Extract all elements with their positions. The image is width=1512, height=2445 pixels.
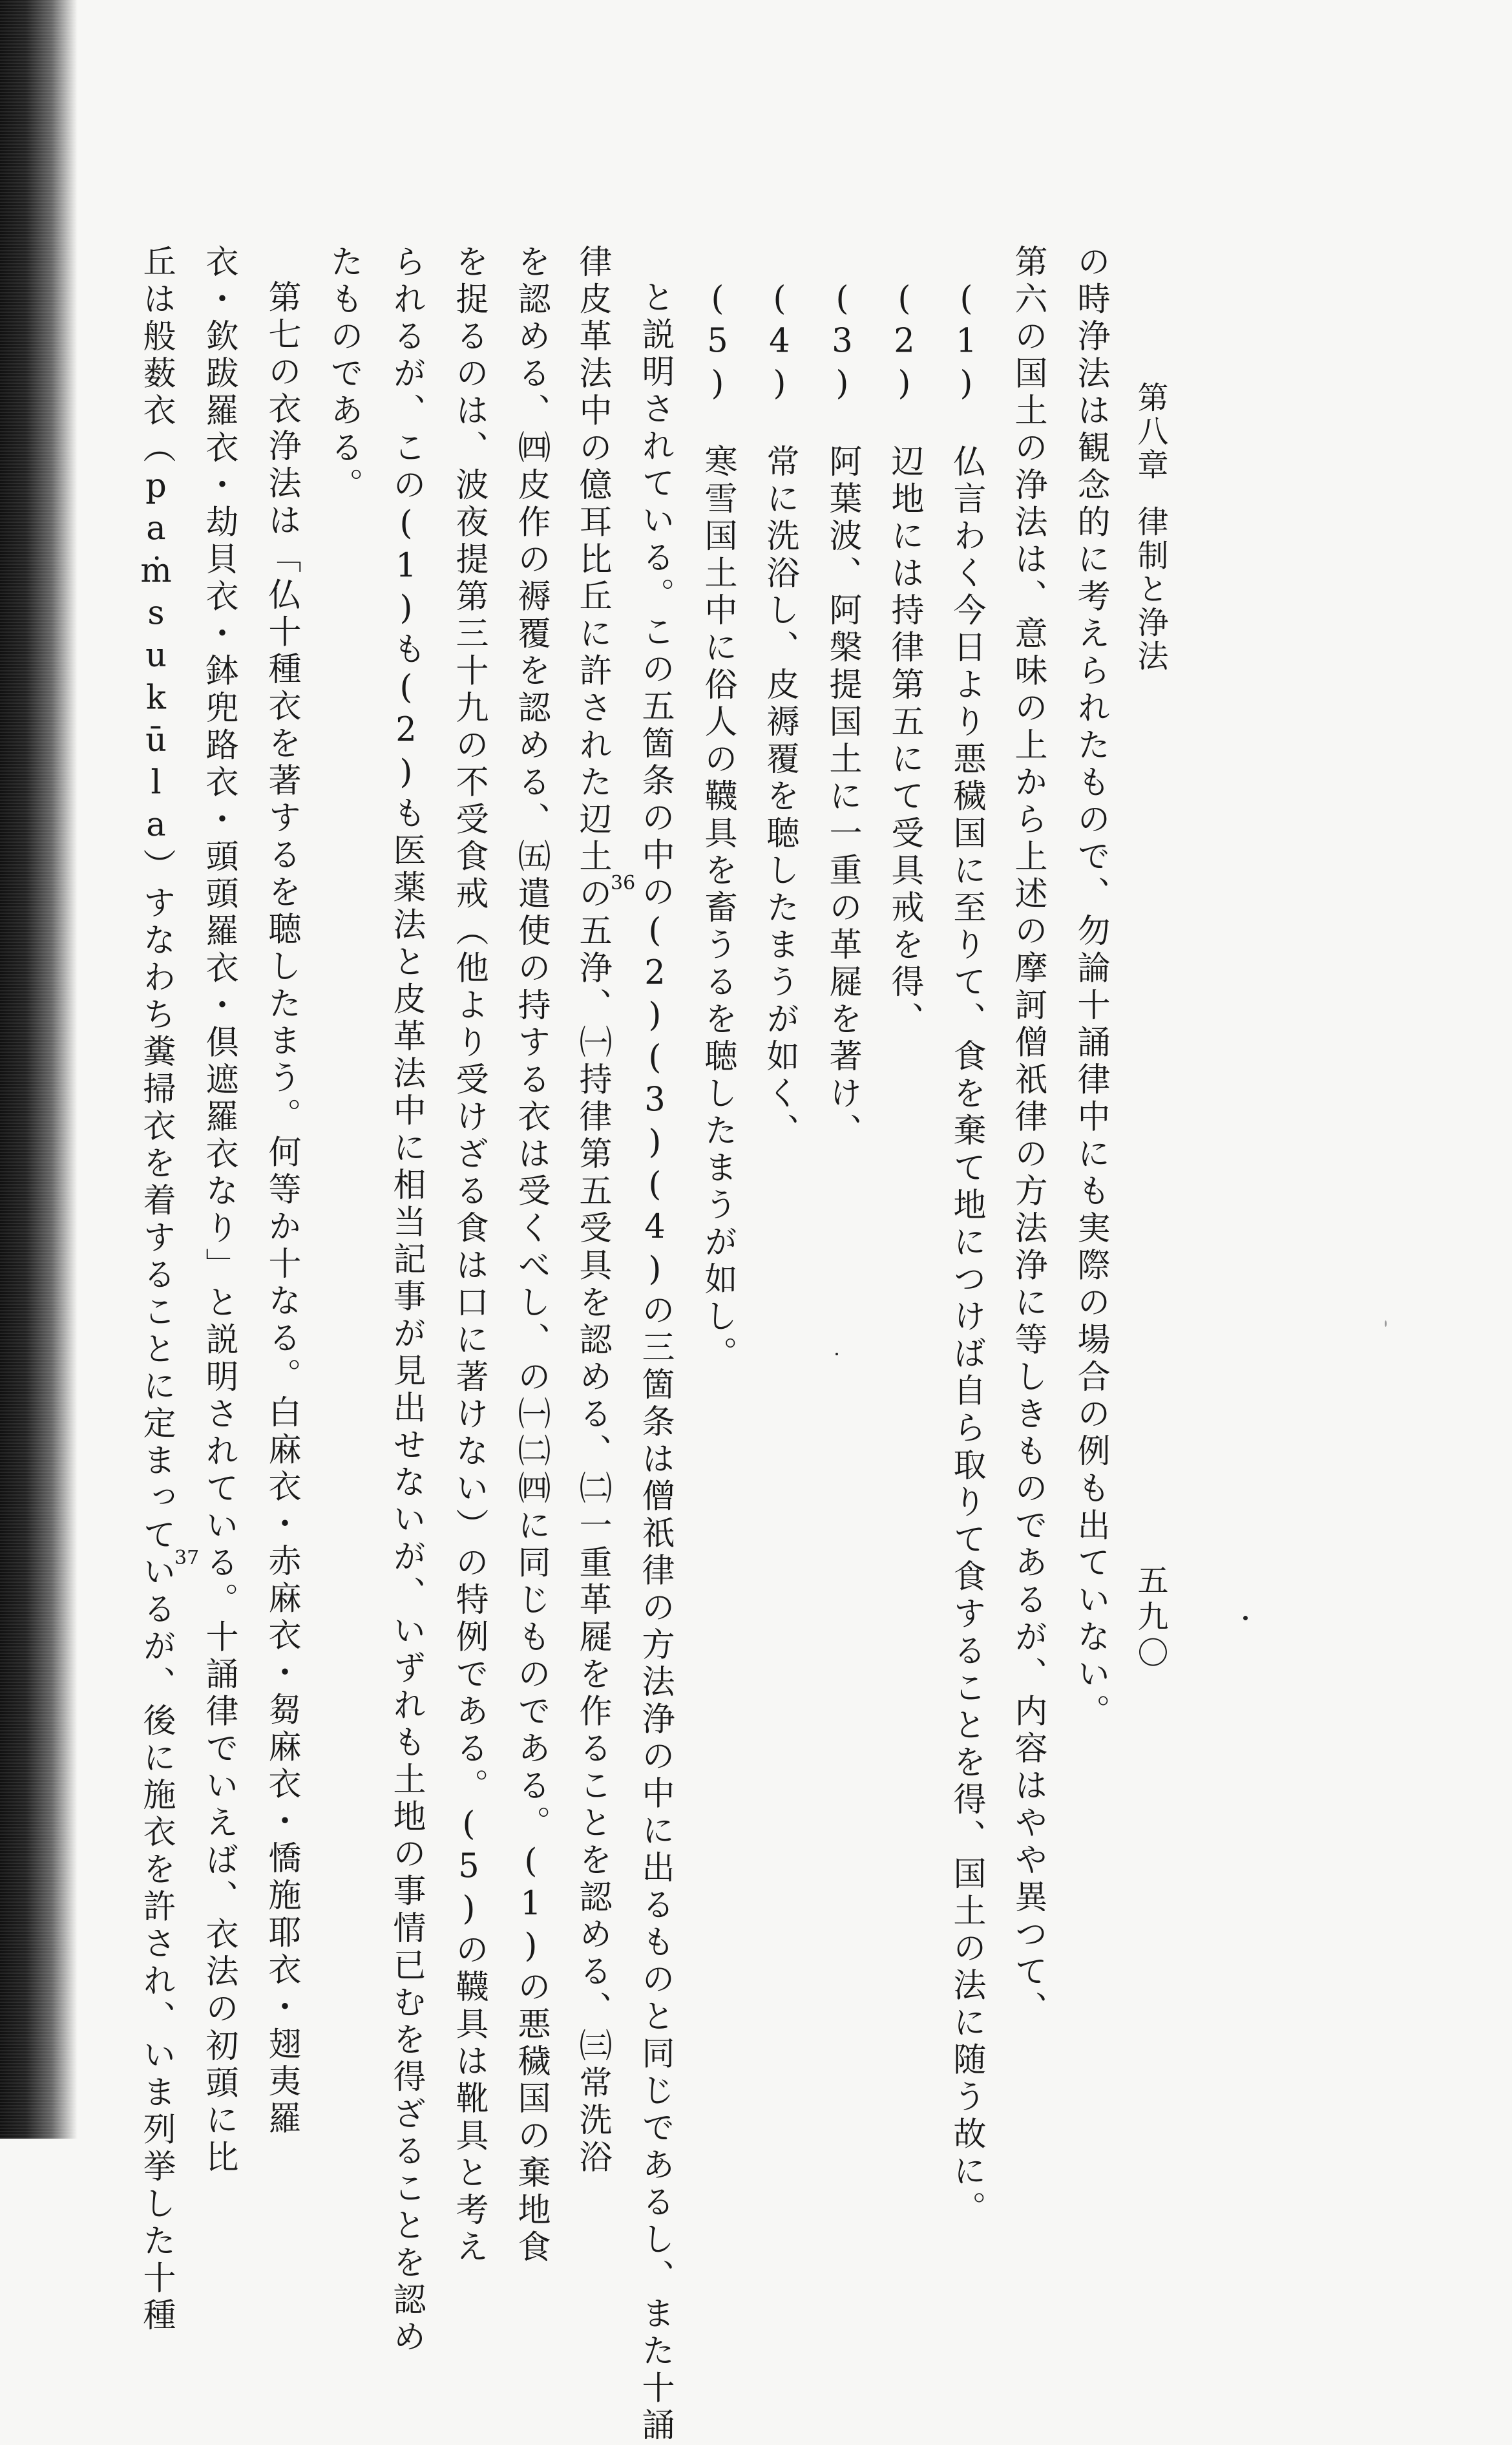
text-line: (3) 阿葉波、阿槃提国土に一重の革屣を著け、	[823, 280, 861, 1150]
chapter-label: 第八章	[1132, 381, 1168, 482]
text-line: 衣・欽跋羅衣・劫貝衣・鉢兜路衣・頭頭羅衣・倶遮羅衣なり」と説明されている。十誦律でいえば、衣法の初頭に比	[200, 244, 238, 2177]
text-line: (2) 辺地には持律第五にて受具戒を得、	[885, 280, 923, 1039]
text-line: 第七の衣浄法は「仏十種衣を著するを聴したまう。何等か十なる。白麻衣・赤麻衣・芻麻衣・憍施耶衣・翅夷羅	[262, 280, 300, 2138]
text-line: 律皮革法中の億耳比丘に許された辺土の五浄、㈠持律第五受具を認める、㈡一重革屣を作ることを認める、㈢常洗浴	[573, 244, 611, 2177]
scan-speck	[835, 1353, 838, 1355]
text-line: (5) 寒雪国土中に俗人の韈具を畜うるを聴したまうが如し。	[698, 280, 737, 1373]
page-number: 五九〇	[1132, 1564, 1168, 1673]
footnote-marker-37: 37	[174, 1547, 200, 1569]
text-line: を捉るのは、波夜提第三十九の不受食戒（他より受けざる食は口に著けない）の特例である。(5)の韈具は靴具と考え	[450, 244, 488, 2267]
scan-shadow	[0, 0, 78, 2139]
text-line: たものである。	[324, 244, 362, 505]
text-line: を認める、㈣皮作の褥覆を認める、㈤遣使の持する衣は受くべし、の㈠㈡㈣に同じものである。(1)の悪穢国の棄地食	[512, 244, 550, 2267]
footnote-marker-36: 36	[611, 872, 636, 894]
text-line: (1) 仏言わく今日より悪穢国に至りて、食を棄て地につけば自ら取りて食することを得、国土の法に随う故に。	[947, 280, 985, 2228]
text-line: の時浄法は観念的に考えられたもので、勿論十誦律中にも実際の場合の例も出ていない。	[1071, 244, 1109, 1731]
chapter-title: 律制と浄法	[1132, 505, 1168, 673]
text-line: (4) 常に洗浴し、皮褥覆を聴したまうが如く、	[761, 280, 799, 1150]
scan-speck	[1243, 1616, 1248, 1620]
text-line: と説明されている。この五箇条の中の(2)(3)(4)の三箇条は僧祇律の方法浄の中に出るものと同じであるし、また十誦	[636, 280, 674, 2445]
text-line: 丘は般薮衣（paṁsukūla）すなわち糞掃衣を着することに定まっているが、後に施衣を許され、いま列挙した十種	[137, 244, 175, 2335]
text-line: 第六の国土の浄法は、意味の上から上述の摩訶僧祇律の方法浄に等しきものであるが、内容はやや異つて、	[1009, 244, 1047, 2028]
scan-speck	[1385, 1320, 1387, 1327]
running-header	[1132, 381, 1168, 673]
text-line: られるが、この(1)も(2)も医薬法と皮革法中に相当記事が見出せないが、いずれも土地の事情已むを得ざることを認め	[387, 244, 425, 2356]
